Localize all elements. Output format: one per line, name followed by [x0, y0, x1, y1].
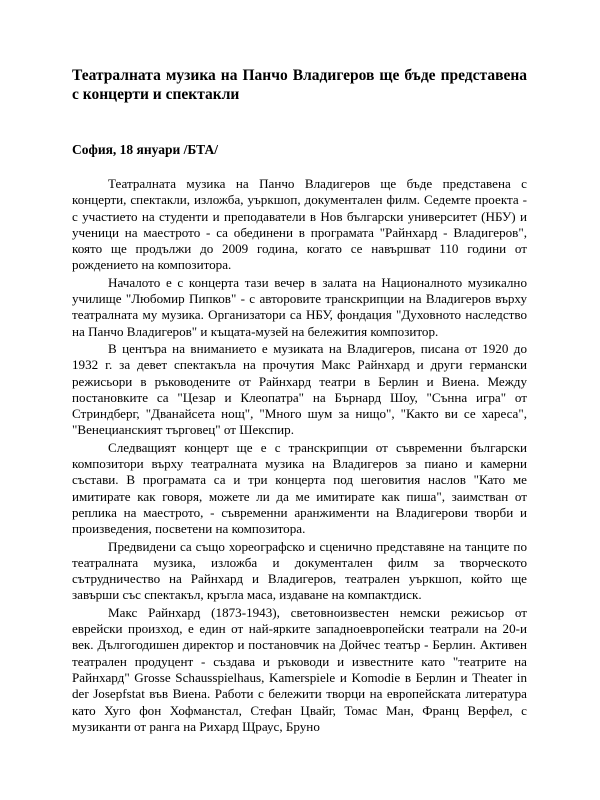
article-paragraph-5: Предвидени са също хореографско и сценично представяне на танците по театралната музика, изложба и документален филм за творческото сътрудничество на Райнхард и Владигеров, театрален уъркшоп, който ще завърши със спектакъл, кръгла маса, издаване на компактдиск. [72, 538, 527, 603]
article-paragraph-1: Театралната музика на Панчо Владигеров ще бъде представена с концерти, спектакли, изложба, уъркшоп, документален филм. Седемте проекта - с участието на студенти и преподаватели в Нов български университет (НБУ) и ученици на маестрото - са обединени в програмата "Райнхард - Владигеров", която ще продължи до 2009 година, когато се навършват 110 години от рождението на композитора. [72, 176, 527, 273]
article-title: Театралната музика на Панчо Владигеров ще бъде представена с концерти и спектакли [72, 67, 527, 103]
article-paragraph-4: Следващият концерт ще е с транскрипции от съвременни български композитори върху театралната музика на Владигеров за пиано и камерни състави. В програмата са и три концерта под шеговития наслов "Като ме имитирате как говоря, можете ли да ме имитирате как пиша", заимстван от реплика на маестрото, - съвременни аранжименти на Владигерови творби и произведения, посветени на композитора. [72, 439, 527, 537]
article-paragraph-3: В центъра на вниманието е музиката на Владигеров, писана от 1920 до 1932 г. за девет спектакъла на прочутия Макс Райнхард и други германски режисьори в ръководените от Райнхард театри в Берлин и Виена. Между постановките са "Цезар и Клеопатра" на Бърнард Шоу, "Сънна игра" от Стриндберг, "Дванайсета нощ", "Много шум за нищо", "Както ви се хареса", "Венецианският търговец" от Шекспир. [72, 340, 527, 438]
article-paragraph-6: Макс Райнхард (1873-1943), световноизвестен немски режисьор от еврейски произход, е един от най-ярките западноевропейски театрали на 20-и век. Дългогодишен директор и постановчик на Дойчес театър - Берлин. Активен театрален продуцент - създава и ръководи и известните като "театрите на Райнхард" Grosse Schausspielhaus, Kamerspiele и Komodie в Берлин и Theater in der Josepfstat във Виена. Работи с бележити творци на европейската литература като Хуго фон Хофманстал, Стефан Цвайг, Томас Ман, Франц Верфел, с музиканти от ранга на Рихард Щраус, Бруно [72, 604, 527, 734]
document-page [72, 66, 527, 736]
article-dateline: София, 18 януари /БТА/ [72, 142, 218, 157]
article-body [72, 176, 527, 735]
article-paragraph-2: Началото е с концерта тази вечер в залата на Националното музикално училище "Любомир Пипков" - с авторовите транскрипции на Владигеров върху театралната му музика. Организатори са НБУ, фондация "Духовното наследство на Панчо Владигеров" и къщата-музей на бележития композитор. [72, 274, 527, 339]
